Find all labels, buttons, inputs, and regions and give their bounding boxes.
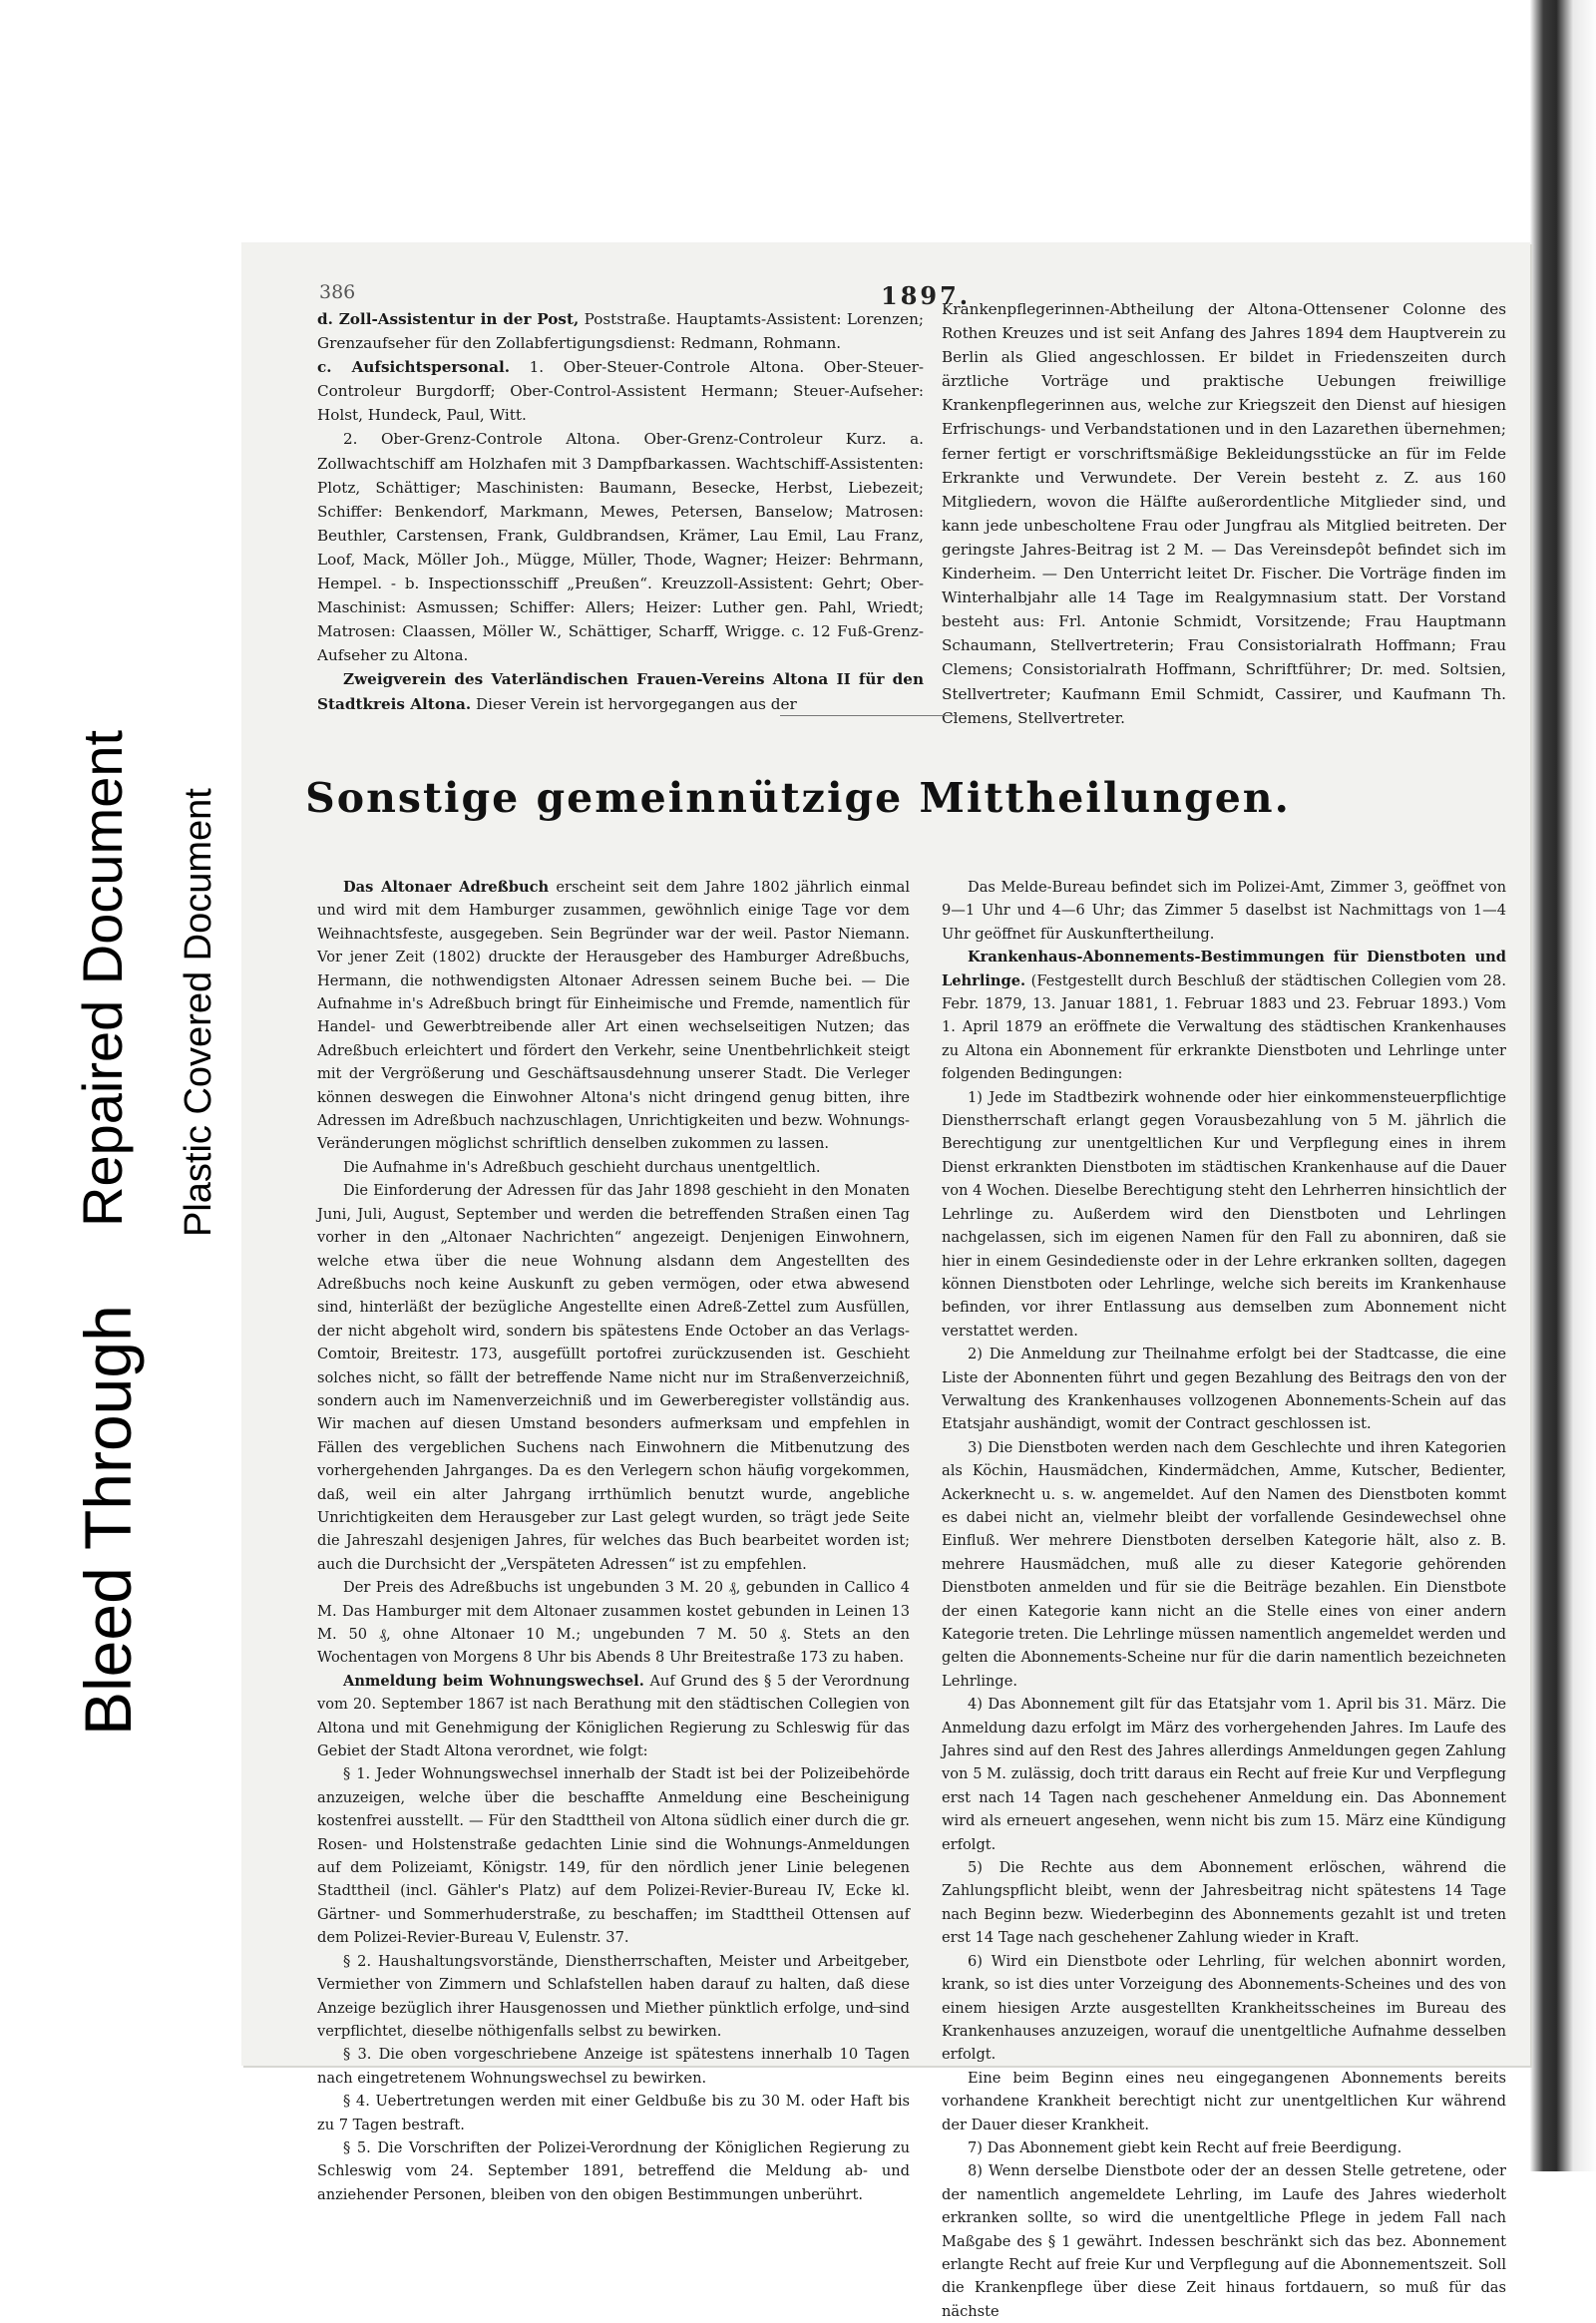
plastic-covered-label: Plastic Covered Document	[178, 788, 219, 1237]
paragraph-text: (Festgestellt durch Beschluß der städtischen Collegien vom 28. Febr. 1879, 13. Januar 1881, 1. Februar 1883 und 23. Februar 1893.) Vom 1. April 1879 an eröffnete die Verwaltung des städtischen Krankenhauses zu Altona ein Abonnement für erkrankte Dienstboten und Lehrlinge unter folgenden Bedingungen:	[942, 971, 1506, 1083]
paragraph: 2) Die Anmeldung zur Theilnahme erfolgt bei der Stadtcasse, die eine Liste der Abonnenten führt und gegen Bezahlung des Beitrags den von der Verwaltung des Krankenhauses vollzogenen Abonnements-Schein auf das Etatsjahr aushändigt, womit der Contract geschlossen ist.	[942, 1346, 1506, 1433]
paragraph-heading: Zweigverein des Vaterländischen Frauen-Vereins Altona II für den Stadtkreis Altona.	[317, 670, 924, 713]
paragraph: 5) Die Rechte aus dem Abonnement erlöschen, während die Zahlungspflicht bleibt, wenn der Jahresbeitrag nicht spätestens 14 Tage nach Beginn bezw. Wiederbeginn des Abonnements gezahlt ist und treten erst 14 Tage nach geschehener Zahlung wieder in Kraft.	[942, 1859, 1506, 1947]
paragraph: § 5. Die Vorschriften der Polizei-Verordnung der Königlichen Regierung zu Schleswig vom 24. September 1891, betreffend die Meldung ab- und anziehender Personen, bleiben von den obigen Bestimmungen unberührt.	[317, 2138, 910, 2203]
bottom-right-column	[942, 876, 1506, 2323]
paragraph: § 1. Jeder Wohnungswechsel innerhalb der Stadt ist bei der Polizeibehörde anzuzeigen, welche über die beschaffte Anmeldung eine Bescheinigung kostenfrei ausstellt. — Für den Stadttheil von Altona südlich einer durch die gr. Rosen- und Holstenstraße gedachten Linie sind die Wohnungs-Anmeldungen auf dem Polizeiamt, Königstr. 149, für den nördlich jener Linie belegenen Stadttheil (incl. Gähler's Platz) auf dem Polizei-Revier-Bureau IV, Ecke kl. Gärtner- und Sommerhuderstraße, zu beschaffen; im Stadttheil Ottensen auf dem Polizei-Revier-Bureau V, Eulenstr. 37.	[317, 1765, 910, 1947]
paragraph: § 3. Die oben vorgeschriebene Anzeige ist spätestens innerhalb 10 Tagen nach eingetretenem Wohnungswechsel zu bewirken.	[317, 2046, 910, 2087]
paragraph: 7) Das Abonnement giebt kein Recht auf freie Beerdigung.	[968, 2138, 1402, 2156]
paragraph-heading: Krankenhaus-Abonnements-Bestimmungen für Dienstboten und Lehrlinge.	[942, 949, 1506, 989]
paragraph: 6) Wird ein Dienstbote oder Lehrling, für welchen abonnirt worden, krank, so ist dies unter Vorzeigung des Abonnements-Scheines und des von einem hiesigen Arzte ausgestellten Krankheitsscheines im Bureau des Krankenhauses anzuzeigen, worauf die unentgeltliche Aufnahme desselben erfolgt.	[942, 1952, 1506, 2064]
top-right-column	[942, 297, 1506, 730]
paragraph: Der Preis des Adreßbuchs ist ungebunden 3 M. 20 ₰, gebunden in Callico 4 M. Das Hamburger mit dem Altonaer zusammen kostet gebunden in Leinen 13 M. 50 ₰, ohne Altonaer 10 M.; ungebunden 7 M. 50 ₰. Stets an den Wochentagen von Morgens 8 Uhr bis Abends 8 Uhr Breitestraße 173 zu haben.	[317, 1579, 910, 1667]
paragraph-heading: d. Zoll-Assistentur in der Post,	[317, 310, 580, 328]
section-title: Sonstige gemeinnützige Mittheilungen.	[305, 774, 1291, 822]
paragraph: 8) Wenn derselbe Dienstbote oder der an dessen Stelle getretene, oder der namentlich angemeldete Lehrling, im Laufe des Jahres wiederholt erkranken sollte, so wird die unentgeltliche Pflege in jedem Fall nach Maßgabe des § 1 gewährt. Indessen beschränkt sich das bez. Abonnement erlangte Recht auf freie Kur und Verpflegung auf die Abonnementszeit. Soll die Krankenpflege über diese Zeit hinaus fortdauern, so muß für das nächste	[942, 2162, 1506, 2320]
section-separator	[780, 715, 958, 716]
paragraph-text: 1. Ober-Steuer-Controle Altona. Ober-Steuer-Controleur Burgdorff; Ober-Control-Assistent Hermann; Steuer-Aufseher: Holst, Hundeck, Paul, Witt.	[317, 358, 925, 425]
paragraph	[317, 355, 924, 427]
paragraph: § 4. Uebertretungen werden mit einer Geldbuße bis zu 30 M. oder Haft bis zu 7 Tagen bestraft.	[317, 2093, 910, 2133]
paragraph: Die Aufnahme in's Adreßbuch geschieht durchaus unentgeltlich.	[343, 1158, 821, 1176]
book-spine-edge	[1530, 0, 1596, 2171]
paragraph: 1) Jede im Stadtbezirk wohnende oder hier einkommensteuerpflichtige Dienstherrschaft erlangt gegen Vorausbezahlung von 5 M. jährlich die Berechtigung zur unentgeltlichen Kur und Verpflegung eines in ihrem Dienst erkrankten Dienstboten im städtischen Krankenhause auf die Dauer von 4 Wochen. Dieselbe Berechtigung steht den Lehrherren hinsichtlich der Lehrlinge zu. Außerdem wird den Dienstboten und Lehrlingen nachgelassen, sich im eigenen Namen für den Fall zu abonniren, daß sie hier in einem Gesindedienste oder in der Lehre erkranken sollten, dagegen können Dienstboten oder Lehrlinge, welche sich bereits im Krankenhause befinden, vor ihrer Entlassung aus demselben zum Abonnement nicht verstattet werden.	[942, 1088, 1506, 1340]
paragraph	[317, 667, 924, 715]
paragraph-heading: c. Aufsichtspersonal.	[317, 358, 511, 377]
bottom-left-column	[317, 876, 910, 2206]
paragraph	[317, 307, 924, 355]
repaired-document-label: Repaired Document	[71, 729, 134, 1227]
paragraph: § 2. Haushaltungsvorstände, Dienstherrschaften, Meister und Arbeitgeber, Vermiether von Zimmern und Schlafstellen haben darauf zu halten, daß diese Anzeige bezüglich ihrer Hausgenossen und Miether pünktlich erfolge, und sind verpflichtet, dieselbe nöthigenfalls selbst zu bewirken.	[317, 1952, 910, 2040]
paragraph-heading: Anmeldung beim Wohnungswechsel.	[343, 1672, 644, 1690]
paragraph: 2. Ober-Grenz-Controle Altona. Ober-Grenz-Controleur Kurz. a. Zollwachtschiff am Holzhafen mit 3 Dampfbarkassen. Wachtschiff-Assistenten: Plotz, Schättiger; Maschinisten: Baumann, Besecke, Herbst, Liebezeit; Schiffer: Benkendorf, Markmann, Mewes, Petersen, Banselow; Matrosen: Beuthler, Carstensen, Frank, Guldbrandsen, Krämer, Lau Emil, Lau Franz, Loof, Mack, Möller Joh., Mügge, Müller, Thode, Wagner; Heizer: Behrmann, Hempel. - b. Inspectionsschiff „Preußen“. Kreuzzoll-Assistent: Gehrt; Ober-Maschinist: Asmussen; Schiffer: Allers; Heizer: Luther gen. Pahl, Wriedt; Matrosen: Claassen, Möller W., Schättiger, Scharff, Wrigge. c. 12 Fuß-Grenz-Aufseher zu Altona.	[317, 430, 924, 665]
bleed-through-label: Bleed Through	[71, 1305, 145, 1736]
top-left-column	[317, 307, 924, 716]
paragraph-text: Dieser Verein ist hervorgegangen aus der	[471, 694, 797, 713]
paragraph: Krankenpflegerinnen-Abtheilung der Altona-Ottensener Colonne des Rothen Kreuzes und ist seit Anfang des Jahres 1894 dem Hauptverein zu Berlin als Glied angeschlossen. Er bildet in Friedenszeiten durch ärztliche Vorträge und praktische Uebungen freiwillige Krankenpflegerinnen aus, welche zur Kriegszeit den Dienst auf hiesigen Erfrischungs- und Verbandstationen und in den Lazarethen übernehmen; ferner fertigt er vorschriftsmäßige Bekleidungsstücke an für im Felde Erkrankte und Verwundete. Der Verein besteht z. Z. aus 160 Mitgliedern, wovon die Hälfte außerordentliche Mitglieder sind, und kann jede unbescholtene Frau oder Jungfrau als Mitglied beitreten. Der geringste Jahres-Beitrag ist 2 M. — Das Vereinsdepôt befindet sich im Kinderheim. — Den Unterricht leitet Dr. Fischer. Die Vorträge finden im Winterhalbjahr alle 14 Tage im Realgymnasium statt. Der Vorstand besteht aus: Frl. Antonie Schmidt, Vorsitzende; Frau Hauptmann Schaumann, Stellvertreterin; Frau Consistorialrath Hoffmann; Frau Clemens; Consistorialrath Hoffmann, Schriftführer; Dr. med. Soltsien, Stellvertreter; Kaufmann Emil Schmidt, Cassirer, und Kaufmann Th. Clemens, Stellvertreter.	[942, 300, 1506, 727]
paragraph	[942, 946, 1506, 1085]
paragraph-heading: Das Altonaer Adreßbuch	[343, 879, 550, 896]
page-number: 386	[319, 281, 356, 303]
margin-mark	[870, 2007, 880, 2016]
paragraph: Eine beim Beginn eines neu eingegangenen Abonnements bereits vorhandene Krankheit berechtigt nicht zur unentgeltlichen Kur während der Dauer dieser Krankheit.	[942, 2069, 1506, 2133]
paragraph: Die Einforderung der Adressen für das Jahr 1898 geschieht in den Monaten Juni, Juli, August, September und werden die betreffenden Straßen einen Tag vorher in den „Altonaer Nachrichten“ angezeigt. Denjenigen Einwohnern, welche etwa über die neue Wohnung alsdann dem Angestellten des Adreßbuchs noch keine Auskunft zu geben vermögen, oder etwa abwesend sind, hinterläßt der bezügliche Angestellte einen Adreß-Zettel zum Ausfüllen, der nicht abgeholt wird, sondern bis spätestens Ende October an das Verlags-Comtoir, Breitestr. 173, ausgefüllt portofrei zurückzusenden ist. Geschieht solches nicht, so fällt der betreffende Name nicht nur im Straßenverzeichniß, sondern auch im Namenverzeichniß und im Gewerberegister vollständig aus. Wir machen auf diesen Umstand besonders aufmerksam und empfehlen in Fällen des vergeblichen Suchens nach Einwohnern die Mitbenutzung des vorhergehenden Jahrganges. Da es den Verlegern schon häufig vorgekommen, daß, weil ein alter Jahrgang irrthümlich benutzt wurde, angebliche Unrichtigkeiten dem Herausgeber zur Last gelegt wurden, so trägt jede Seite die Jahreszahl desjenigen Jahres, für welches das Buch bearbeitet worden ist; auch die Durchsicht der „Verspäteten Adressen“ ist zu empfehlen.	[317, 1182, 910, 1573]
paragraph-text: Auf Grund des § 5 der Verordnung vom 20. September 1867 ist nach Berathung mit den städtischen Collegien von Altona und mit Genehmigung der Königlichen Regierung zu Schleswig für das Gebiet der Stadt Altona verordnet, wie folgt:	[317, 1672, 911, 1760]
page-year: 1897.	[881, 281, 972, 310]
paragraph-text: erscheint seit dem Jahre 1802 jährlich einmal und wird mit dem Hamburger zusammen, gewöhnlich einige Tage vor dem Weihnachtsfeste, ausgegeben. Sein Begründer war der weil. Pastor Niemann. Vor jener Zeit (1802) druckte der Herausgeber des Hamburger Adreßbuchs, Hermann, die nothwendigsten Altonaer Adressen seinem Buche bei. — Die Aufnahme in's Adreßbuch bringt für Einheimische und Fremde, namentlich für Handel- und Gewerbtreibende aller Art einen wechselseitigen Nutzen; das Adreßbuch erleichtert und fördert den Verkehr, seine Unentbehrlichkeit steigt mit der Vergrößerung und Geschäftsausdehnung unserer Stadt. Die Verleger können deswegen die Einwohner Altona's nicht dringend genug bitten, ihre Adressen im Adreßbuch nachzuschlagen, Unrichtigkeiten und bezw. Wohnungs-Veränderungen möglichst schriftlich denselben zukommen zu lassen.	[317, 879, 910, 1153]
side-labels	[0, 0, 239, 2171]
paragraph	[317, 1670, 910, 1763]
paragraph: 3) Die Dienstboten werden nach dem Geschlechte und ihren Kategorien als Köchin, Hausmädchen, Kindermädchen, Amme, Kutscher, Bedienter, Ackerknecht u. s. w. angemeldet. Auf den Namen des Dienstboten kommt es dabei nicht an, vielmehr bleibt der vorfallende Gesindewechsel ohne Einfluß. Wer mehrere Dienstboten derselben Kategorie hält, also z. B. mehrere Hausmädchen, muß alle zu dieser Kategorie gehörenden Dienstboten anmelden und für sie die Beiträge bezahlen. Ein Dienstbote der einen Kategorie kann nicht an die Stelle eines von einer andern Kategorie treten. Die Lehrlinge müssen namentlich angemeldet werden und gelten die Abonnements-Scheine nur für die darin namentlich bezeichneten Lehrlinge.	[942, 1438, 1506, 1690]
paragraph-text: Poststraße. Hauptamts-Assistent: Lorenzen; Grenzaufseher für den Zollabfertigungsdienst: Redmann, Rohmann.	[317, 310, 924, 353]
paragraph: Das Melde-Bureau befindet sich im Polizei-Amt, Zimmer 3, geöffnet von 9—1 Uhr und 4—6 Uhr; das Zimmer 5 daselbst ist Nachmittags von 1—4 Uhr geöffnet für Auskunftertheilung.	[942, 879, 1506, 943]
paragraph: 4) Das Abonnement gilt für das Etatsjahr vom 1. April bis 31. März. Die Anmeldung dazu erfolgt im März des vorhergehenden Jahres. Im Laufe des Jahres sind auf den Rest des Jahres allerdings Anmeldungen gegen Zahlung von 5 M. zulässig, doch tritt daraus ein Recht auf freie Kur und Verpflegung erst nach 14 Tagen nach geschehener Anmeldung ein. Das Abonnement wird als erneuert angesehen, wenn nicht bis zum 15. März eine Kündigung erfolgt.	[942, 1696, 1506, 1853]
paragraph	[317, 876, 910, 1156]
